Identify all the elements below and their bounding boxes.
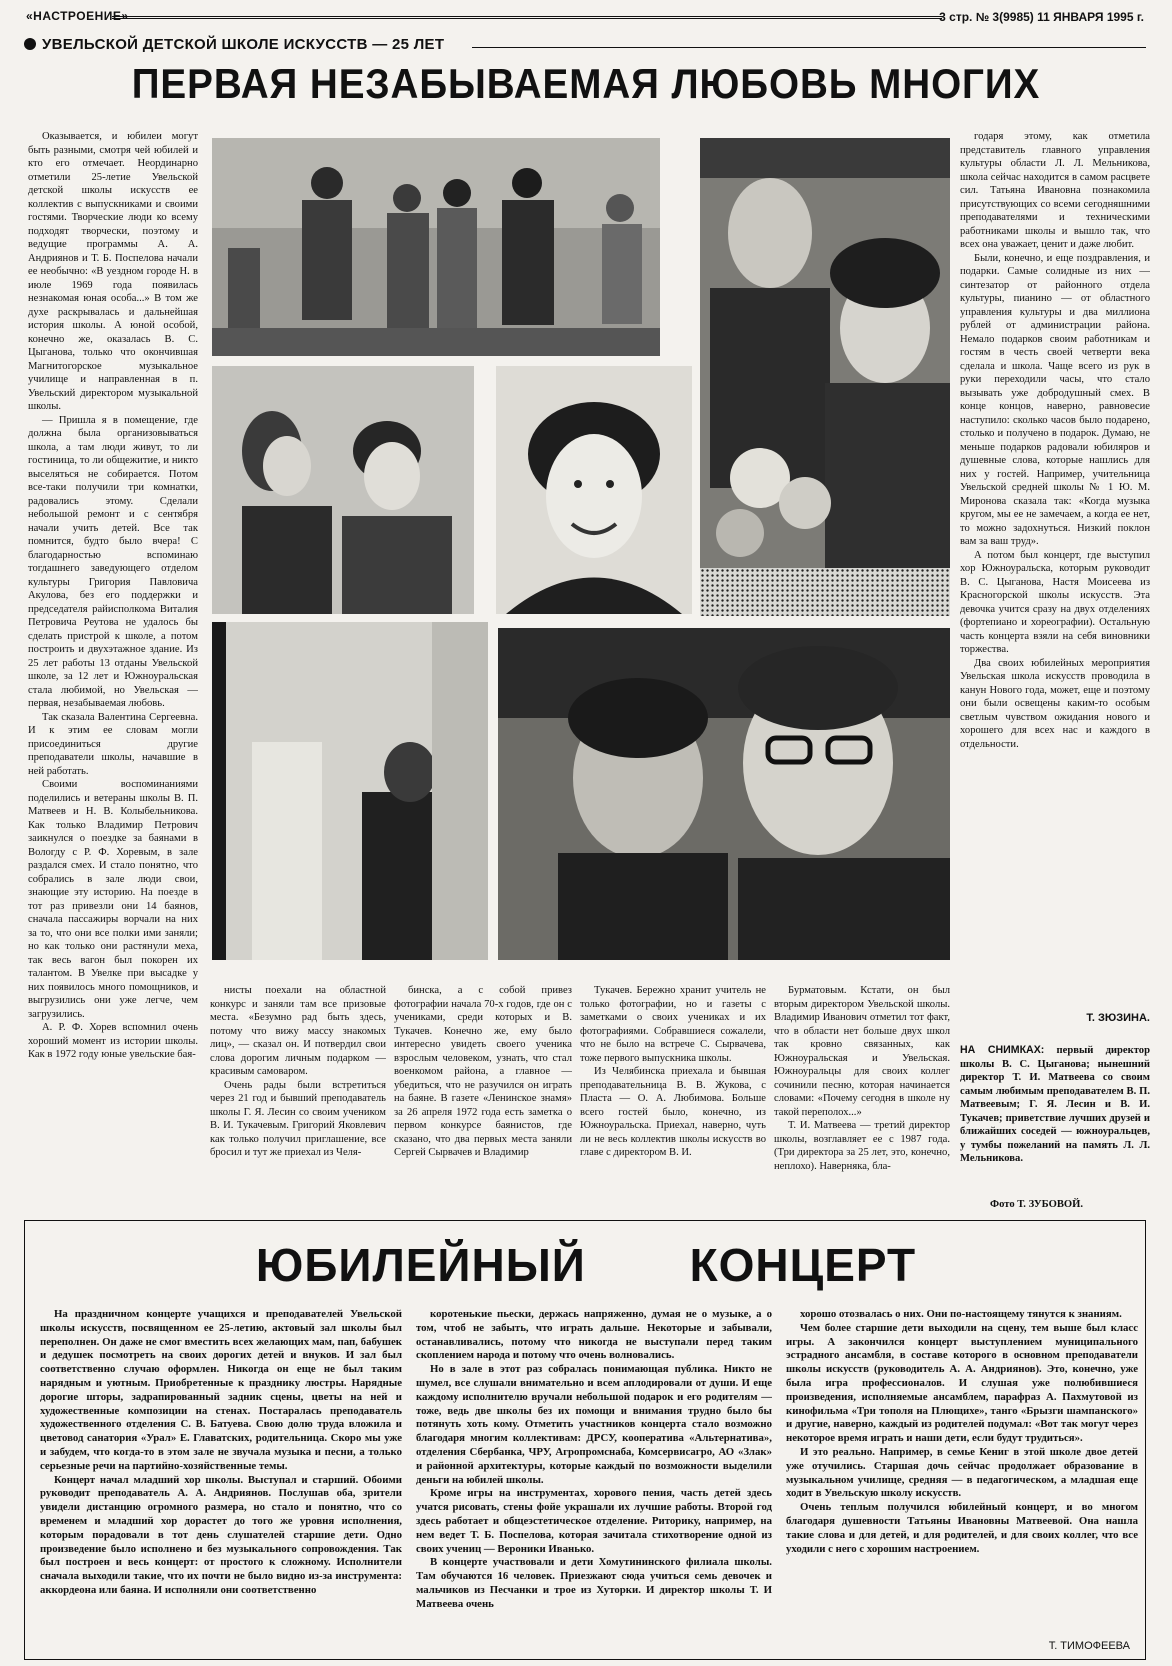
bullet-icon bbox=[24, 38, 36, 50]
concert-author: Т. ТИМОФЕЕВА bbox=[1048, 1640, 1130, 1652]
article-column-6 bbox=[960, 130, 1150, 998]
headline: ПЕРВАЯ НЕЗАБЫВАЕМАЯ ЛЮБОВЬ МНОГИХ bbox=[131, 60, 1041, 107]
halftone-block bbox=[700, 568, 950, 616]
paragraph: Бурматовым. Кстати, он был вторым директором Увельской школы. Владимир Иванович отметил тот факт, что в области нет больше двух школ так кровно связанных, как Южноуральская и Увельская. Южноуральцы для своих коллег сочинили песню, которая начинается словами: «Почему сегодня в школе ну такой переполох...» bbox=[774, 985, 950, 1118]
article-column-4 bbox=[580, 984, 766, 1198]
paragraph: А. Р. Ф. Хорев вспомнил очень хороший момент из истории школы. Как в 1972 году юные увельские бая- bbox=[28, 1022, 198, 1060]
paragraph: годаря этому, как отметила представитель главного управления культуры области Л. Л. Мельникова, школа сейчас находится в самом расцвете сил. Татьяна Ивановна познакомила присутствующих со всеми сегодняшними преподавателями и техническими работниками школы и вышло так, что всех она уважает, ценит и даже любит. bbox=[960, 131, 1150, 250]
paragraph: Концерт начал младший хор школы. Выступал и старший. Обоими руководит преподаватель А. А. Андриянов. Послушав оба, зрители увидели дистанцию огромного размера, но стало и понятно, что со временем и младший хор дорастет до того же уровня исполнения, которым порадовали в тот день слушателей старшие дети. Одно произведение было исполнено и без музыкального сопровождения. Так был построен и весь концерт: от простого к сложному. Исполнители сначала выходили такие, что их почти не было видно из-за инструмента: аккордеона или баяна. И исполняли они соответственно bbox=[40, 1473, 402, 1596]
paragraph: Т. И. Матвеева — третий директор школы, возглавляет ее с 1987 года. (Три директора за 25 лет, это, конечно, неплохо). Наверняка, бла- bbox=[774, 1120, 950, 1172]
photo-stage bbox=[212, 138, 660, 356]
rubric-text: УВЕЛЬСКОЙ ДЕТСКОЙ ШКОЛЕ ИСКУССТВ — 25 ЛЕТ bbox=[42, 36, 445, 53]
photo-captions bbox=[960, 1044, 1150, 1166]
paragraph: Очень теплым получился юбилейный концерт, и во многом благодаря душевности Татьяны Ивановны Матвеевой. Она нашла такие слова и для детей, и для родителей, и для своих коллег, что все уходили с него с хорошим настроением. bbox=[786, 1501, 1138, 1555]
paragraph: Оказывается, и юбилеи могут быть разными, смотря чей юбилей и кто его отмечает. Неординарно отметили 25-летие Увельской детской школы искусств ее коллектив с выпускниками и своими гостями. Творческие люди ко всему подходят творчески, поэтому и ведущие программы А. А. Андриянов и Т. Б. Поспелова начали ее необычно: «В уездном городе Н. в июле 1969 года появилась незнакомая юная особа...» В том же духе раскрывалась и дальнейшая история школы. А юной особой, конечно же, оказалась В. С. Цыганова, только что окончившая Магнитогорское музыкальное училище и направленная в п. Увельский директором музыкальной школы. bbox=[28, 131, 198, 412]
paragraph: И это реально. Например, в семье Кениг в этой школе двое детей уже отучились. Старшая дочь сейчас продолжает образование в музыкальном училище, средняя — в педагогическом, а младшая еще ходит в Увельскую школу искусств. bbox=[786, 1445, 1138, 1500]
paragraph: бинска, а с собой привез фотографии начала 70-х годов, где он с учениками, среди которых и В. Тукачев. Конечно же, ему было интересно увидеть своего ученика взрослым человеком, узнать, что стал военкомом района, а главное — убедиться, что не разучился он играть на баяне. В газете «Ленинское знамя» за 26 апреля 1972 года есть заметка о первом конкурсе баянистов, где сказано, что два первых места заняли Сергей Сырвачев и Владимир bbox=[394, 985, 572, 1158]
paragraph: хорошо отозвалась о них. Они по-настоящему тянутся к знаниям. bbox=[800, 1308, 1122, 1320]
paragraph: Кроме игры на инструментах, хорового пения, часть детей здесь учатся рисовать, стены фойе украшали их лучшие работы. Второй год здесь работает и общеэстетическое отделение. Риторику, например, на нем ведет Т. Б. Поспелова, которая зачитала стихотворение одной из своих учениц — Вероники Иванько. bbox=[416, 1487, 772, 1555]
concert-column-2 bbox=[416, 1308, 772, 1654]
concert-title: ЮБИЛЕЙНЫЙ КОНЦЕРТ bbox=[255, 1239, 917, 1291]
caption-lead: НА СНИМКАХ: bbox=[960, 1044, 1045, 1056]
photo-lesin-tukachev bbox=[498, 628, 950, 960]
article-column-3 bbox=[394, 984, 572, 1198]
rubric bbox=[24, 36, 444, 53]
photo-matveevs bbox=[700, 138, 950, 568]
paragraph: — Пришла я в помещение, где должна была организовываться школа, а там люди живут, то ли гостиница, то ли общежитие, и никто выселяться не собирается. Потом все-таки получили три комнатки, радовались этому. Сделали небольшой ремонт и с сентября начали учить детей. Все так помнится, будто было вчера! С благодарностью вспоминаю тогдашнего заведующего отделом культуры Григория Павловича Акулова, без его поддержки и председателя райисполкома Виталия Петровича Реутова не удалось бы сделать пристрой к школе, а потом построить и двухэтажное здание. Из 25 лет работы 13 отданы Увельской школе, за 12 лет и Южноуральская стала любимой, но Увельская — первая, незабываемая любовь. bbox=[28, 414, 198, 709]
paragraph: Так сказала Валентина Сергеевна. И к этим ее словам могли присоединиться другие преподаватели школы, начавшие в ней работать. bbox=[28, 711, 198, 777]
rubric-rule bbox=[472, 47, 1146, 48]
caption-text: первый директор школы В. С. Цыганова; нынешний директор Т. И. Матвеева со своим самым любимым преподавателем В. П. Матвеевым; Г. Я. Лесин и В. И. Тукачев; приветствие лучших друзей и ближайших соседей — южноуральцев, у тумбы пожеланий на память Л. Л. Мельникова. bbox=[960, 1045, 1150, 1164]
photo-credit: Фото Т. ЗУБОВОЙ. bbox=[990, 1199, 1084, 1210]
paragraph: Были, конечно, и еще поздравления, и подарки. Самые солидные из них — синтезатор от районного отдела культуры, пианино — от областного управления культуры и два миллиона рублей от администрации района. Немало подарков своим работникам и гостям в честь своей четверти века сделала и школа. Чаще всего из рук в руки переходили часы, что стало вызывать уже добродушный смех. В конце концов, наверно, равновесие наступило: сколько часов было подарено, столько и получено в подарок. Думаю, не меньше подарков радовали юбиляров и душевные слова, которые нашлись для них у гостей. Например, учительница Увельской средней школы № 1 Ю. М. Миронова сказала так: «Когда музыка кругом, мы ее не замечаем, а когда ее нет, то можно задохнуться. Низкий поклон вам за ваш труд». bbox=[960, 252, 1150, 547]
paragraph: В концерте участвовали и дети Хомутининского филиала школы. Там обучаются 16 человек. Приезжают сюда учиться семь девочек и мальчиков из Песчанки и трое из Хуторки. И директор школы Т. И Матвеева очень bbox=[416, 1556, 772, 1610]
article-author: Т. ЗЮЗИНА. bbox=[1086, 1012, 1150, 1024]
paragraph: Своими воспоминаниями поделились и ветераны школы В. П. Матвеев и Н. В. Колыбельникова. Как только Владимир Петрович заикнулся о поездке за баянами в Вологду с Р. Ф. Хоревым, в зале раздался смех. И стало понятно, что собрались в зале люди свои, знающие эту историю. На поезде в тот раз привезли они 14 баянов, сначала пассажиры ворчали на них за то, что они все полки ими заняли; но как только они растянули меха, так весь вагон был покорен их талантом. В Увелке при высадке у них появилось много помощников, и выгрузились они уже легче, чем загрузились. bbox=[28, 779, 198, 1020]
header-rule bbox=[112, 16, 942, 19]
issue-info: 3 стр. № 3(9985) 11 ЯНВАРЯ 1995 г. bbox=[939, 10, 1144, 24]
newspaper-name: «НАСТРОЕНИЕ» bbox=[26, 9, 129, 23]
paragraph: На праздничном концерте учащихся и преподавателей Увельской школы искусств, посвященном ее 25-летию, актовый зал школы был переполнен. Он даже не смог вместить всех желающих мам, пап, бабушек и дедушек посмотреть на своих дорогих детей и внуков. И зал был соответственно случаю оформлен. Никогда он еще не был таким нарядным и уютным. Приобретенные к празднику люстры. Нарядные дорогие шторы, задрапированный задник сцены, цветы на ней и художественные композиции на стенах. Постаралась преподаватель художественного отделения С. В. Батуева. Свою долю труда вложила и цветовод санатория «Урал» Е. Главатских, родительница. Скоро мы уже и забудем, что когда-то в этом зале не звучала музыка и песни, а только серьезные речи на партийно-хозяйственные темы. bbox=[40, 1308, 402, 1472]
paragraph: Тукачев. Бережно хранит учитель не только фотографии, но и газеты с заметками о своих учениках и их фотографиями. Собравшиеся сожалели, что не было на встрече С. Сырвачева, тоже первого выпускника школы. bbox=[580, 985, 766, 1064]
paragraph: Чем более старшие дети выходили на сцену, тем выше был класс игры. А закончился концерт выступлением муниципального эстрадного ансамбля, в составе которого в основном преподаватели школы искусств (руководитель А. А. Андриянов). Это, конечно, уже была игра профессионалов. И слушая уже полюбившиеся произведения, исполняемые ансамблем, парафраз А. Пахмутовой из кинофильма «Три тополя на Плющихе», танго «Брызги шампанского» и другие, наверно, каждый из родителей подумал: «Вот так могут через некоторое время играть и наши дети, если будут трудиться». bbox=[786, 1321, 1138, 1445]
concert-column-3 bbox=[786, 1308, 1138, 1626]
paragraph: Очень рады были встретиться через 21 год и бывший преподаватель школы Г. Я. Лесин со своим учеником В. И. Тукачевым. Григорий Яковлевич как только получил приглашение, все бросил и тут же приехал из Челя- bbox=[210, 1079, 386, 1158]
article-column-2 bbox=[210, 984, 386, 1198]
article-column-5 bbox=[774, 984, 950, 1198]
paragraph: Два своих юбилейных мероприятия Увельская школа искусств проводила в канун Нового года, может, еще и поэтому они были освещены каким-то особым светлым чувством ожидания нового и хорошего для всех нас и каждого в отдельности. bbox=[960, 657, 1150, 750]
article-column-1 bbox=[28, 130, 198, 1208]
concert-column-1 bbox=[40, 1308, 402, 1654]
paragraph: коротенькие пьески, держась напряженно, думая не о музыке, а о том, чтоб не забыть, что играть дальше. Некоторые и забывали, останавливались, потому что никогда не выступали перед таким скоплением народа и потому что очень волновались. bbox=[416, 1308, 772, 1362]
photo-wishes-stand bbox=[212, 622, 488, 960]
paragraph: А потом был концерт, где выступил хор Южноуральска, которым руководит В. С. Цыганова, Настя Моисеева из Красногорской школы искусств. Эта девочка учится сразу на двух отделениях (фортепиано и хореографии). Остальную часть концерта взяли на себя виновники торжества. bbox=[960, 549, 1150, 655]
photo-tsyganova bbox=[496, 366, 692, 614]
paragraph: нисты поехали на областной конкурс и заняли там все призовые места. «Безумно рад быть здесь, потому что вижу массу знакомых лиц», — сказал он. И потвердил свои слова дорогим личным подарком — красивым самоваром. bbox=[210, 985, 386, 1077]
paragraph: Из Челябинска приехала и бывшая преподавательница В. В. Жукова, с Пласта — О. А. Любимова. Больше всего гостей было, конечно, из Южноуральска. Приехал, наверно, чуть ли не весь коллектив школы искусств во главе с директором В. И. bbox=[580, 1066, 766, 1158]
paragraph: Но в зале в этот раз собралась понимающая публика. Никто не шумел, все слушали внимательно и всем аплодировали от души. И еще каждому исполнителю вручали небольшой подарок и его родителям — тоже, ведь две школы без их помощи и внимания трудно было бы потянуть хоть кому. Отметить участников концерта стало возможно благодаря многим коллективам: ДРСУ, кооператива «Альтернатива», отделения Сбербанка, ЧРУ, Агропромснаба, Комсервисагро, АО «Злак» и районной архитектуры, которые каждый по возможности выделили деньги на юбилей школы. bbox=[416, 1363, 772, 1486]
photo-guests bbox=[212, 366, 474, 614]
